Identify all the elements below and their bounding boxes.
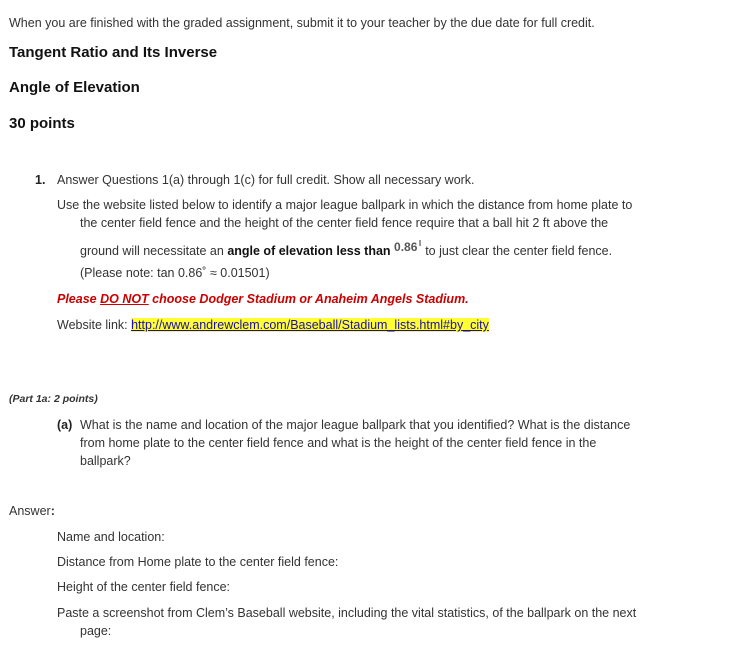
answer-colon: : [50, 504, 55, 518]
angle-phrase: angle of elevation less than [227, 244, 391, 258]
part-a-question-line-3: ballpark? [80, 454, 131, 468]
part-1a-points: 2 points) [53, 393, 98, 405]
distance-field: Distance from Home plate to the center field fence: [57, 555, 339, 569]
warning-pre: Please [57, 292, 101, 306]
part-a-question-line-2: from home plate to the center field fence and what is the height of the center field fence in the [80, 436, 597, 450]
warning-post: choose Dodger Stadium or Anaheim Angels Stadium. [148, 292, 469, 306]
website-link[interactable]: http://www.andrewclem.com/Baseball/Stadium_lists.html#by_city [131, 318, 489, 332]
paste-instruction-line-1: Paste a screenshot from Clem’s Baseball website, including the vital statistics, of the ballpark on the next [57, 606, 637, 620]
question-body-line-3 [80, 239, 613, 258]
part-1a-label [9, 393, 98, 405]
title-heading: Tangent Ratio and Its Inverse [9, 44, 218, 61]
question-body-line-1: Use the website listed below to identify a major league ballpark in which the distance from home plate to [57, 198, 633, 212]
paste-instruction-line-2: page: [80, 624, 112, 638]
warning-underlined: DO NOT [100, 292, 149, 306]
angle-value: 0.86 [394, 240, 418, 254]
angle-mark: ‖ [418, 239, 422, 248]
question-number: 1. [35, 173, 46, 187]
warning-text [57, 292, 469, 306]
name-location-field: Name and location: [57, 530, 165, 544]
part-a-letter: (a) [57, 418, 73, 432]
question-body-line-2: the center field fence and the height of the center field fence require that a ball hit 2 ft above the [80, 216, 609, 230]
answer-label [9, 504, 55, 518]
website-label: Website link: [57, 318, 132, 332]
body-line-3-pre: ground will necessitate an [80, 244, 228, 258]
height-field: Height of the center field fence: [57, 580, 231, 594]
tan-note: (Please note: tan 0.86˚ ≈ 0.01501) [80, 266, 270, 280]
question-instruction: Answer Questions 1(a) through 1(c) for full credit. Show all necessary work. [57, 173, 475, 187]
part-1a-prefix: (Part 1a: [9, 393, 54, 405]
answer-word: Answer [9, 504, 51, 518]
part-a-question-line-1: What is the name and location of the major league ballpark that you identified? What is the distance [80, 418, 631, 432]
subtitle-heading: Angle of Elevation [9, 79, 140, 96]
website-line [57, 318, 489, 332]
intro-text: When you are finished with the graded assignment, submit it to your teacher by the due date for full credit. [9, 16, 595, 30]
body-line-3-post: to just clear the center field fence. [425, 244, 613, 258]
points-heading: 30 points [9, 115, 75, 132]
